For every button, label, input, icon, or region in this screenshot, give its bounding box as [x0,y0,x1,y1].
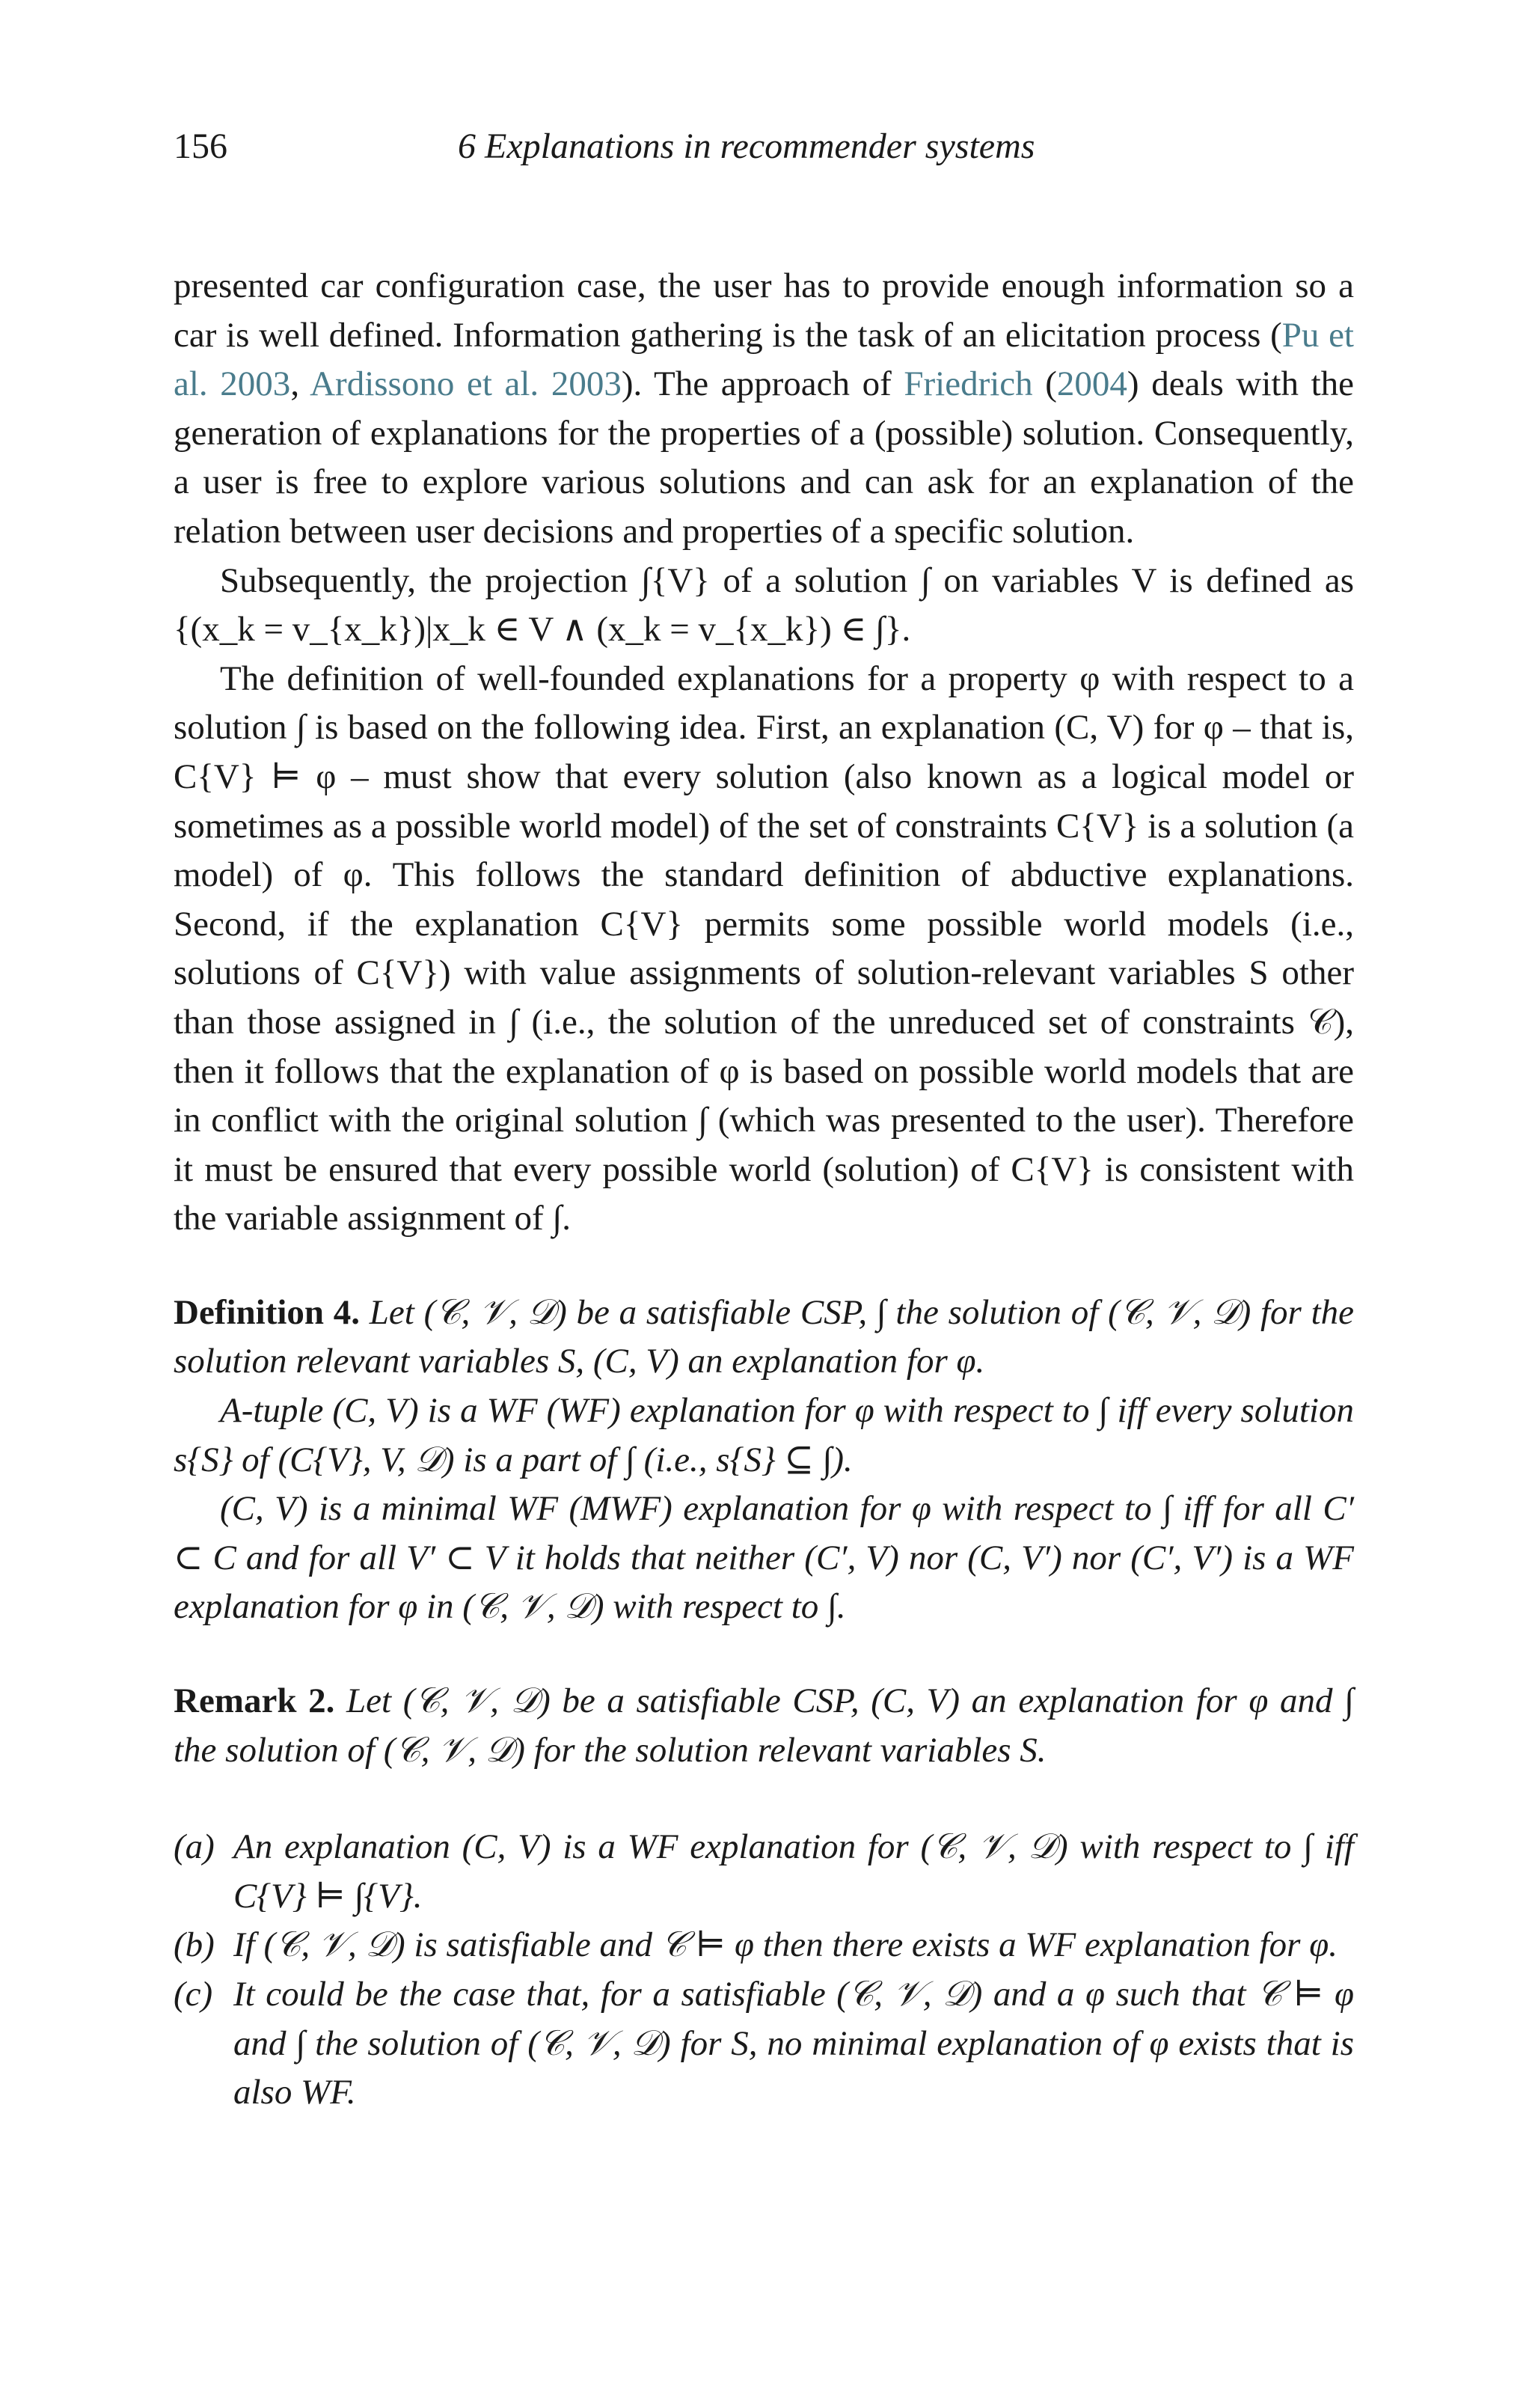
remark-item [174,1823,1354,1921]
remark-item-text: If (𝒞, 𝒱, 𝒟) is satisfiable and 𝒞 ⊨ φ then there exists a WF explanation for φ. [233,1925,1338,1965]
page-number: 156 [174,126,227,166]
definition-intro-text: Let (𝒞, 𝒱, 𝒟) be a satisfiable CSP, ∫ the solution of (𝒞, 𝒱, 𝒟) for the solution relevant variables S, (C, V) an explanation for φ. [174,1292,1355,1381]
definition-intro [174,1289,1354,1387]
remark-item-text: It could be the case that, for a satisfiable (𝒞, 𝒱, 𝒟) and a φ such that 𝒞 ⊨ φ and ∫ the solution of (𝒞, 𝒱, 𝒟) for S, no minimal explanation of φ exists that is also WF. [233,1975,1354,2112]
text-run: , [290,364,310,404]
paragraph-intro [174,262,1354,557]
main-text [174,262,1354,2118]
page-header [174,126,1354,171]
remark-intro [174,1677,1354,1775]
remark-block [174,1677,1354,2118]
text-run: ) deals with the generation of explanations for the properties of a (possible) solution. Consequently, a user is free to explore various solutions and can ask for an explanation of the relation between user decisions and properties of a specific solution. [174,364,1355,551]
text-run: presented car configuration case, the user has to provide enough information so a car is well defined. Information gathering is the task of an elicitation process ( [174,266,1354,355]
remark-list [174,1823,1354,2118]
list-marker: (c) [174,1975,213,2014]
remark-label: Remark 2. [174,1681,335,1721]
list-marker: (b) [174,1925,215,1965]
list-marker: (a) [174,1827,215,1867]
definition-label: Definition 4. [174,1292,361,1332]
definition-wf: A-tuple (C, V) is a WF (WF) explanation for φ with respect to ∫ iff every solution s{S} of (C{V}, V, 𝒟) is a part of ∫ (i.e., s{S} ⊆ ∫). [174,1391,1354,1479]
definition-block [174,1289,1354,1632]
running-title: 6 Explanations in recommender systems [458,126,1035,166]
remark-item-text: An explanation (C, V) is a WF explanation for (𝒞, 𝒱, 𝒟) with respect to ∫ iff C{V} ⊨ ∫{V}. [233,1827,1354,1916]
paragraph-projection: Subsequently, the projection ∫{V} of a solution ∫ on variables V is defined as {(x_k = v_{x_k})|x_k ∈ V ∧ (x_k = v_{x_k}) ∈ ∫}. [174,560,1354,650]
citation-link[interactable]: Pu et al. 2003 [174,315,1354,404]
remark-item [174,1970,1354,2118]
remark-intro-text: Let (𝒞, 𝒱, 𝒟) be a satisfiable CSP, (C, V) an explanation for φ and ∫ the solution of (𝒞, 𝒱, 𝒟) for the solution relevant variables S. [174,1681,1355,1770]
spacer [174,1775,1354,1823]
text-run: ( [1032,364,1057,404]
citation-link[interactable]: Friedrich [904,364,1033,404]
spacer [174,1244,1354,1289]
citation-link[interactable]: 2004 [1056,364,1127,404]
spacer [174,1632,1354,1677]
paragraph-well-founded: The definition of well-founded explanations for a property φ with respect to a solution ∫ is based on the following idea. First, an explanation (C, V) for φ – that is, C{V} ⊨ φ – must show that every solution (also known as a logical model or sometimes as a possible world model) of the set of constraints C{V} is a solution (a model) of φ. This follows the standard definition of abductive explanations. Second, if the explanation C{V} permits some possible world models (i.e., solutions of C{V}) with value assignments of solution-relevant variables S other than those assigned in ∫ (i.e., the solution of the unreduced set of constraints 𝒞), then it follows that the explanation of φ is based on possible world models that are in conflict with the original solution ∫ (which was presented to the user). Therefore it must be ensured that every possible world (solution) of C{V} is consistent with the variable assignment of ∫. [174,658,1354,1238]
remark-item [174,1921,1354,1970]
citation-link[interactable]: Ardissono et al. 2003 [310,364,622,404]
text-run: ). The approach of [621,364,904,404]
definition-mwf: (C, V) is a minimal WF (MWF) explanation for φ with respect to ∫ iff for all C′ ⊂ C and for all V′ ⊂ V it holds that neither (C′, V) nor (C, V′) nor (C′, V′) is a WF explanation for φ in (𝒞, 𝒱, 𝒟) with respect to ∫. [174,1489,1354,1627]
